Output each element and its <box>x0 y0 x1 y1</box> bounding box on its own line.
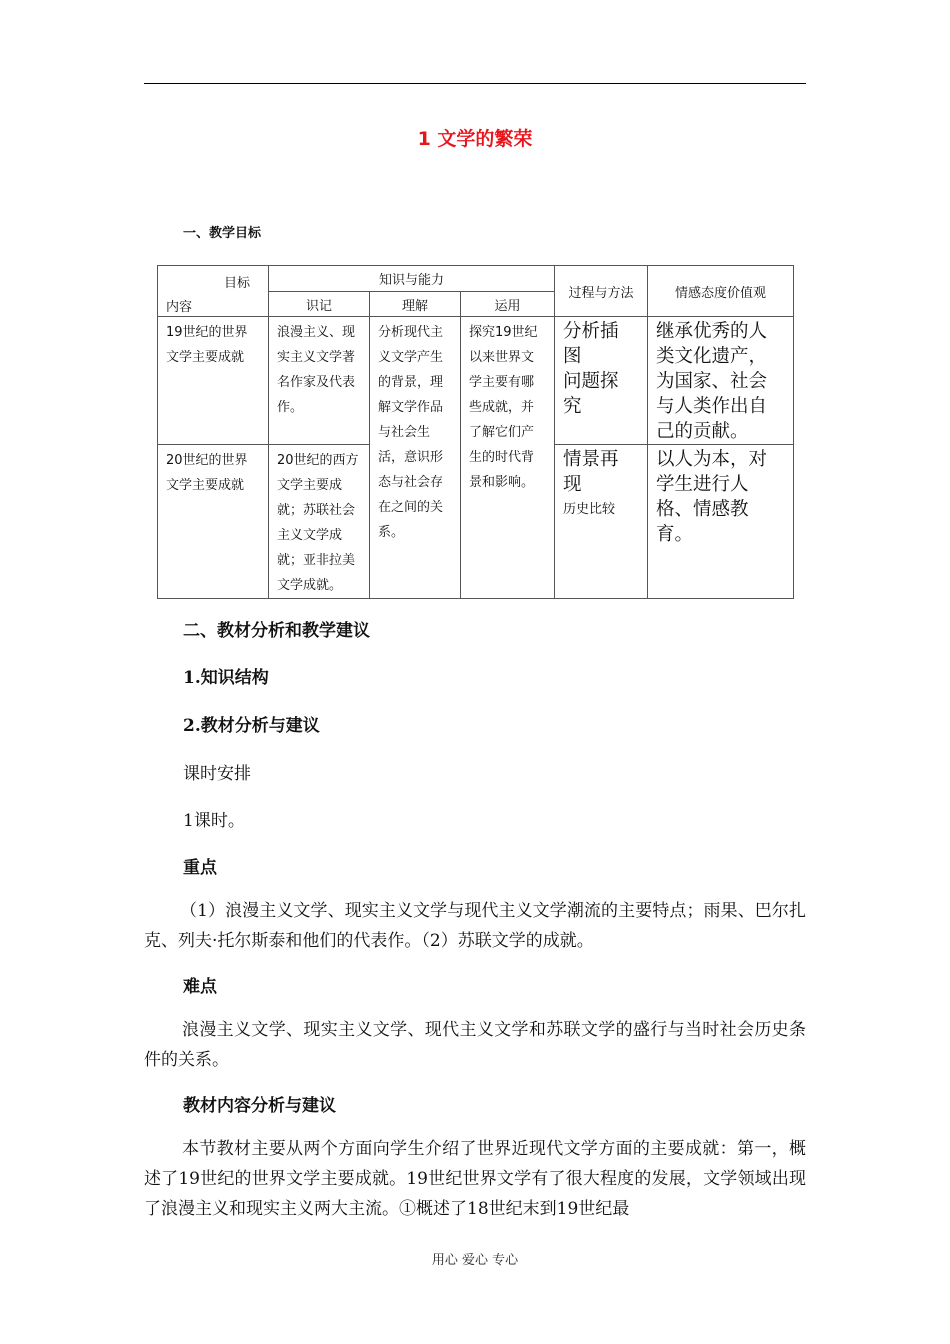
difficulty-heading: 难点 <box>183 977 217 997</box>
apply-cell: 探究19世纪以来世界文学主要有哪些成就，并了解它们产生的时代背景和影响。 <box>461 317 555 599</box>
row1-process-a: 分析插图 <box>563 321 619 367</box>
schedule-label: 课时安排 <box>183 764 251 784</box>
header-attitude-values: 情感态度价值观 <box>648 266 794 317</box>
understand-cell: 分析现代主义文学产生的背景，理解文学作品与社会生活，意识形态与社会存在之间的关系。 <box>370 317 461 599</box>
corner-cell <box>158 266 269 317</box>
header-apply: 运用 <box>461 292 555 317</box>
header-knowledge-ability: 知识与能力 <box>269 266 555 292</box>
header-understand: 理解 <box>370 292 461 317</box>
page-footer: 用心 爱心 专心 <box>431 1253 519 1268</box>
page-title: 1 文学的繁荣 <box>417 128 533 150</box>
analysis-paragraph: 本节教材主要从两个方面向学生介绍了世界近现代文学方面的主要成就：第一，概述了19世纪的世界文学主要成就。19世纪世界文学有了很大程度的发展，文学领域出现了浪漫主义和现实主义两大主流。①概述了18世纪末到19世纪最 <box>144 1139 806 1219</box>
section-teaching-goals: 一、教学目标 <box>183 226 262 241</box>
analysis-heading: 教材内容分析与建议 <box>183 1096 336 1116</box>
row1-process-b: 问题探究 <box>563 371 619 417</box>
row2-attitude: 以人为本，对学生进行人格、情感教育。 <box>648 445 794 599</box>
row1-memorize: 浪漫主义、现实主义文学著名作家及代表作。 <box>269 317 370 445</box>
corner-content-label: 内容 <box>166 300 193 315</box>
difficulty-paragraph: 浪漫主义文学、现实主义文学、现代主义文学和苏联文学的盛行与当时社会历史条件的关系。 <box>144 1020 806 1070</box>
focus-paragraph: （1）浪漫主义文学、现实主义文学与现代主义文学潮流的主要特点；雨果、巴尔扎克、列夫·托尔斯泰和他们的代表作。（2）苏联文学的成就。 <box>144 901 806 951</box>
header-memorize: 识记 <box>269 292 370 317</box>
row2-content: 20世纪的世界文学主要成就 <box>158 445 269 599</box>
schedule-value: 1课时。 <box>183 811 245 831</box>
section-material-analysis: 二、教材分析和教学建议 <box>183 621 370 641</box>
subheading-material-suggestions: 2.教材分析与建议 <box>183 716 320 736</box>
row1-content: 19世纪的世界文学主要成就 <box>158 317 269 445</box>
row2-process <box>555 445 648 599</box>
header-process-method: 过程与方法 <box>555 266 648 317</box>
corner-goal-label: 目标 <box>224 276 251 291</box>
row2-process-a: 情景再现 <box>563 449 619 495</box>
row1-attitude: 继承优秀的人类文化遗产，为国家、社会与人类作出自己的贡献。 <box>648 317 794 445</box>
goals-table <box>157 265 794 599</box>
row2-process-b: 历史比较 <box>563 502 616 517</box>
row1-process <box>555 317 648 445</box>
row2-memorize: 20世纪的西方文学主要成就；苏联社会主义文学成就；亚非拉美文学成就。 <box>269 445 370 599</box>
subheading-knowledge-structure: 1.知识结构 <box>183 668 269 688</box>
header-rule <box>144 83 806 84</box>
focus-heading: 重点 <box>183 858 217 878</box>
table-row <box>158 317 794 445</box>
